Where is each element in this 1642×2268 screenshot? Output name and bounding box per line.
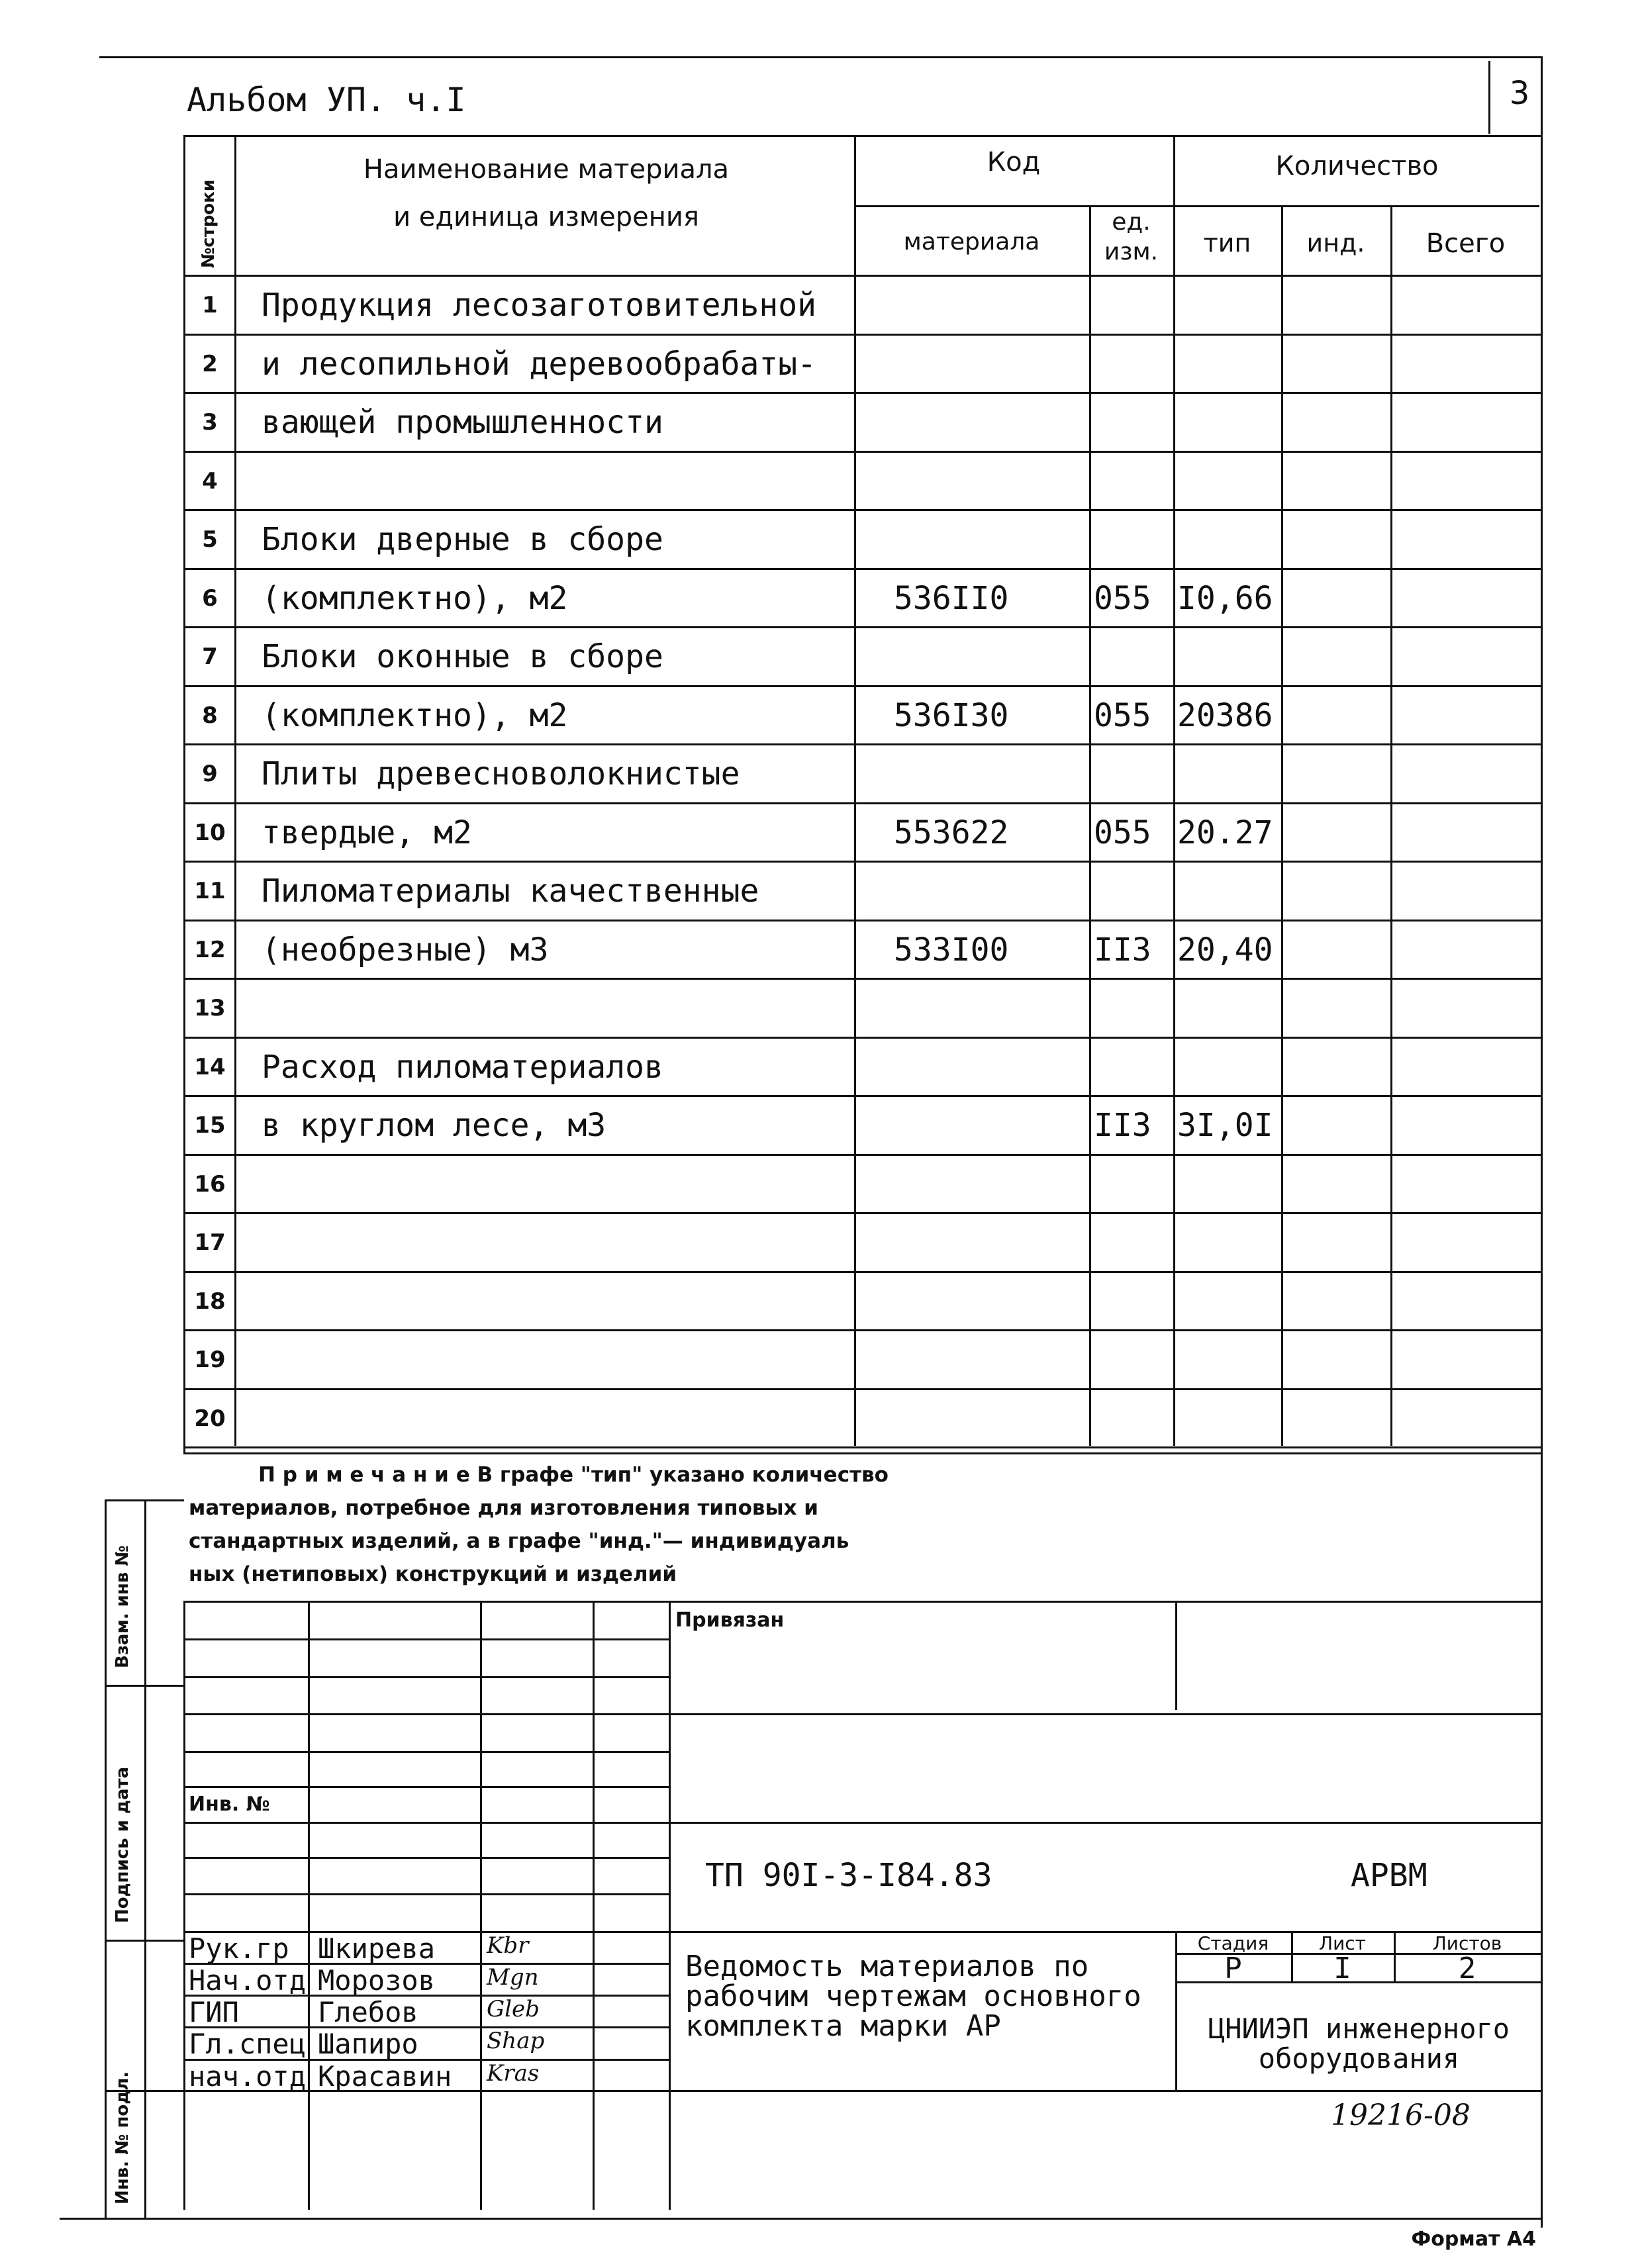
material-name: Расход пиломатериалов [262,1049,663,1086]
signatory-role: Гл.спец [189,2028,307,2060]
row-number: 9 [202,761,218,787]
signatory-role: нач.отд [189,2060,307,2093]
stage-label: Стадия [1197,1932,1269,1954]
row-number: 3 [202,409,218,436]
ind-header: инд. [1306,228,1365,258]
row-number: 7 [202,643,218,670]
material-code: 553622 [894,814,1009,851]
handwritten-signature: Mgn [487,1964,539,1991]
paper-format: Формат А4 [1411,2228,1536,2251]
total-header: Всего [1425,228,1506,259]
material-name: Плиты древесноволокнистые [262,755,740,792]
signatory-role: Рук.гр [189,1932,289,1965]
note-line2: материалов, потребное для изготовления типовых и [189,1496,819,1520]
material-name: (комплектно), м2 [262,580,568,617]
code-header: Код [987,147,1041,177]
row-number: 6 [202,585,218,612]
row-number: 14 [194,1054,226,1080]
signatory-role: Нач.отд [189,1964,307,1997]
signatory-name: Шкирева [318,1932,436,1965]
type-quantity: 20386 [1177,697,1273,734]
margin-inv-podl: Инв. № подл. [113,2071,132,2204]
organization-line1: ЦНИИЭП инженерного [1208,2012,1510,2045]
stage-value: Р [1224,1952,1242,1985]
description-line1: Ведомость материалов по [685,1950,1089,1983]
row-number: 5 [202,526,218,553]
unit-code: II3 [1094,931,1151,969]
material-name: вающей промышленности [262,404,663,441]
margin-vzam-inv: Взам. инв № [113,1545,132,1668]
name-header-line2: и единица измерения [393,202,699,232]
name-header-line1: Наименование материала [363,154,730,185]
handwritten-signature: Kras [487,2060,540,2087]
unit-header-line1: ед. [1112,209,1151,236]
description-line2: рабочим чертежам основного [685,1979,1141,2013]
description-line3: комплекта марки АР [685,2009,1001,2043]
signatory-name: Глебов [318,1996,418,2028]
margin-signature-date: Подпись и дата [113,1766,132,1923]
handwritten-signature: Gleb [487,1996,540,2022]
handwritten-signature: Kbr [487,1932,529,1959]
type-quantity: 20,40 [1177,931,1273,969]
row-number: 18 [194,1288,226,1315]
type-quantity: I0,66 [1177,580,1273,617]
type-quantity: 3I,0I [1177,1107,1273,1144]
row-number: 10 [194,820,226,846]
sheet-value: I [1333,1952,1351,1985]
material-name: Блоки оконные в сборе [262,638,663,675]
unit-code: 055 [1094,814,1151,851]
type-header: тип [1203,228,1251,258]
row-number-header: №строки [199,179,218,268]
album-title: Альбом УП. ч.I [187,81,466,119]
row-number: 16 [194,1171,226,1198]
material-name: Блоки дверные в сборе [262,521,663,558]
signatory-role: ГИП [189,1996,239,2028]
quantity-header: Количество [1275,151,1439,181]
page-number: 3 [1509,75,1530,112]
row-number: 8 [202,702,218,729]
inv-no-label: Инв. № [189,1793,270,1816]
material-name: Пиломатериалы качественные [262,873,759,910]
note-line4: ных (нетиповых) конструкций и изделий [189,1562,677,1586]
row-number: 2 [202,351,218,377]
unit-code: 055 [1094,697,1151,734]
material-code: 533I00 [894,931,1009,969]
registration-stamp: 19216-08 [1331,2099,1471,2132]
material-name: (комплектно), м2 [262,697,568,734]
signatory-name: Красавин [318,2060,452,2093]
note-line3: стандартных изделий, а в графе "инд."— индивидуаль [189,1529,849,1553]
row-number: 13 [194,995,226,1021]
row-number: 4 [202,468,218,495]
material-name: Продукция лесозаготовительной [262,287,817,324]
row-number: 19 [194,1347,226,1373]
material-name: в круглом лесе, м3 [262,1107,606,1144]
sheet-label: Лист [1319,1932,1366,1954]
unit-code: 055 [1094,580,1151,617]
document-mark: АРВМ [1351,1857,1427,1894]
row-number: 11 [194,878,226,904]
privyazan-label: Привязан [675,1609,785,1632]
row-number: 20 [194,1405,226,1432]
note-line1: П р и м е ч а н и е В графе "тип" указано количество [258,1463,889,1487]
row-number: 15 [194,1112,226,1139]
material-name: (необрезные) м3 [262,931,549,969]
row-number: 17 [194,1229,226,1256]
row-number: 1 [202,292,218,318]
signatory-name: Морозов [318,1964,436,1997]
material-code: 536II0 [894,580,1009,617]
document-code: ТП 90I-3-I84.83 [705,1857,992,1894]
unit-code: II3 [1094,1107,1151,1144]
material-code: 536I30 [894,697,1009,734]
type-quantity: 20.27 [1177,814,1273,851]
sheets-value: 2 [1458,1952,1476,1985]
material-name: твердые, м2 [262,814,472,851]
signatory-name: Шапиро [318,2028,418,2060]
material-code-header: материала [903,228,1040,256]
row-number: 12 [194,937,226,963]
material-name: и лесопильной деревообрабаты- [262,346,817,383]
unit-header-line2: изм. [1104,238,1159,265]
handwritten-signature: Shap [487,2028,545,2054]
sheets-label: Листов [1432,1932,1502,1954]
organization-line2: оборудования [1258,2042,1460,2075]
